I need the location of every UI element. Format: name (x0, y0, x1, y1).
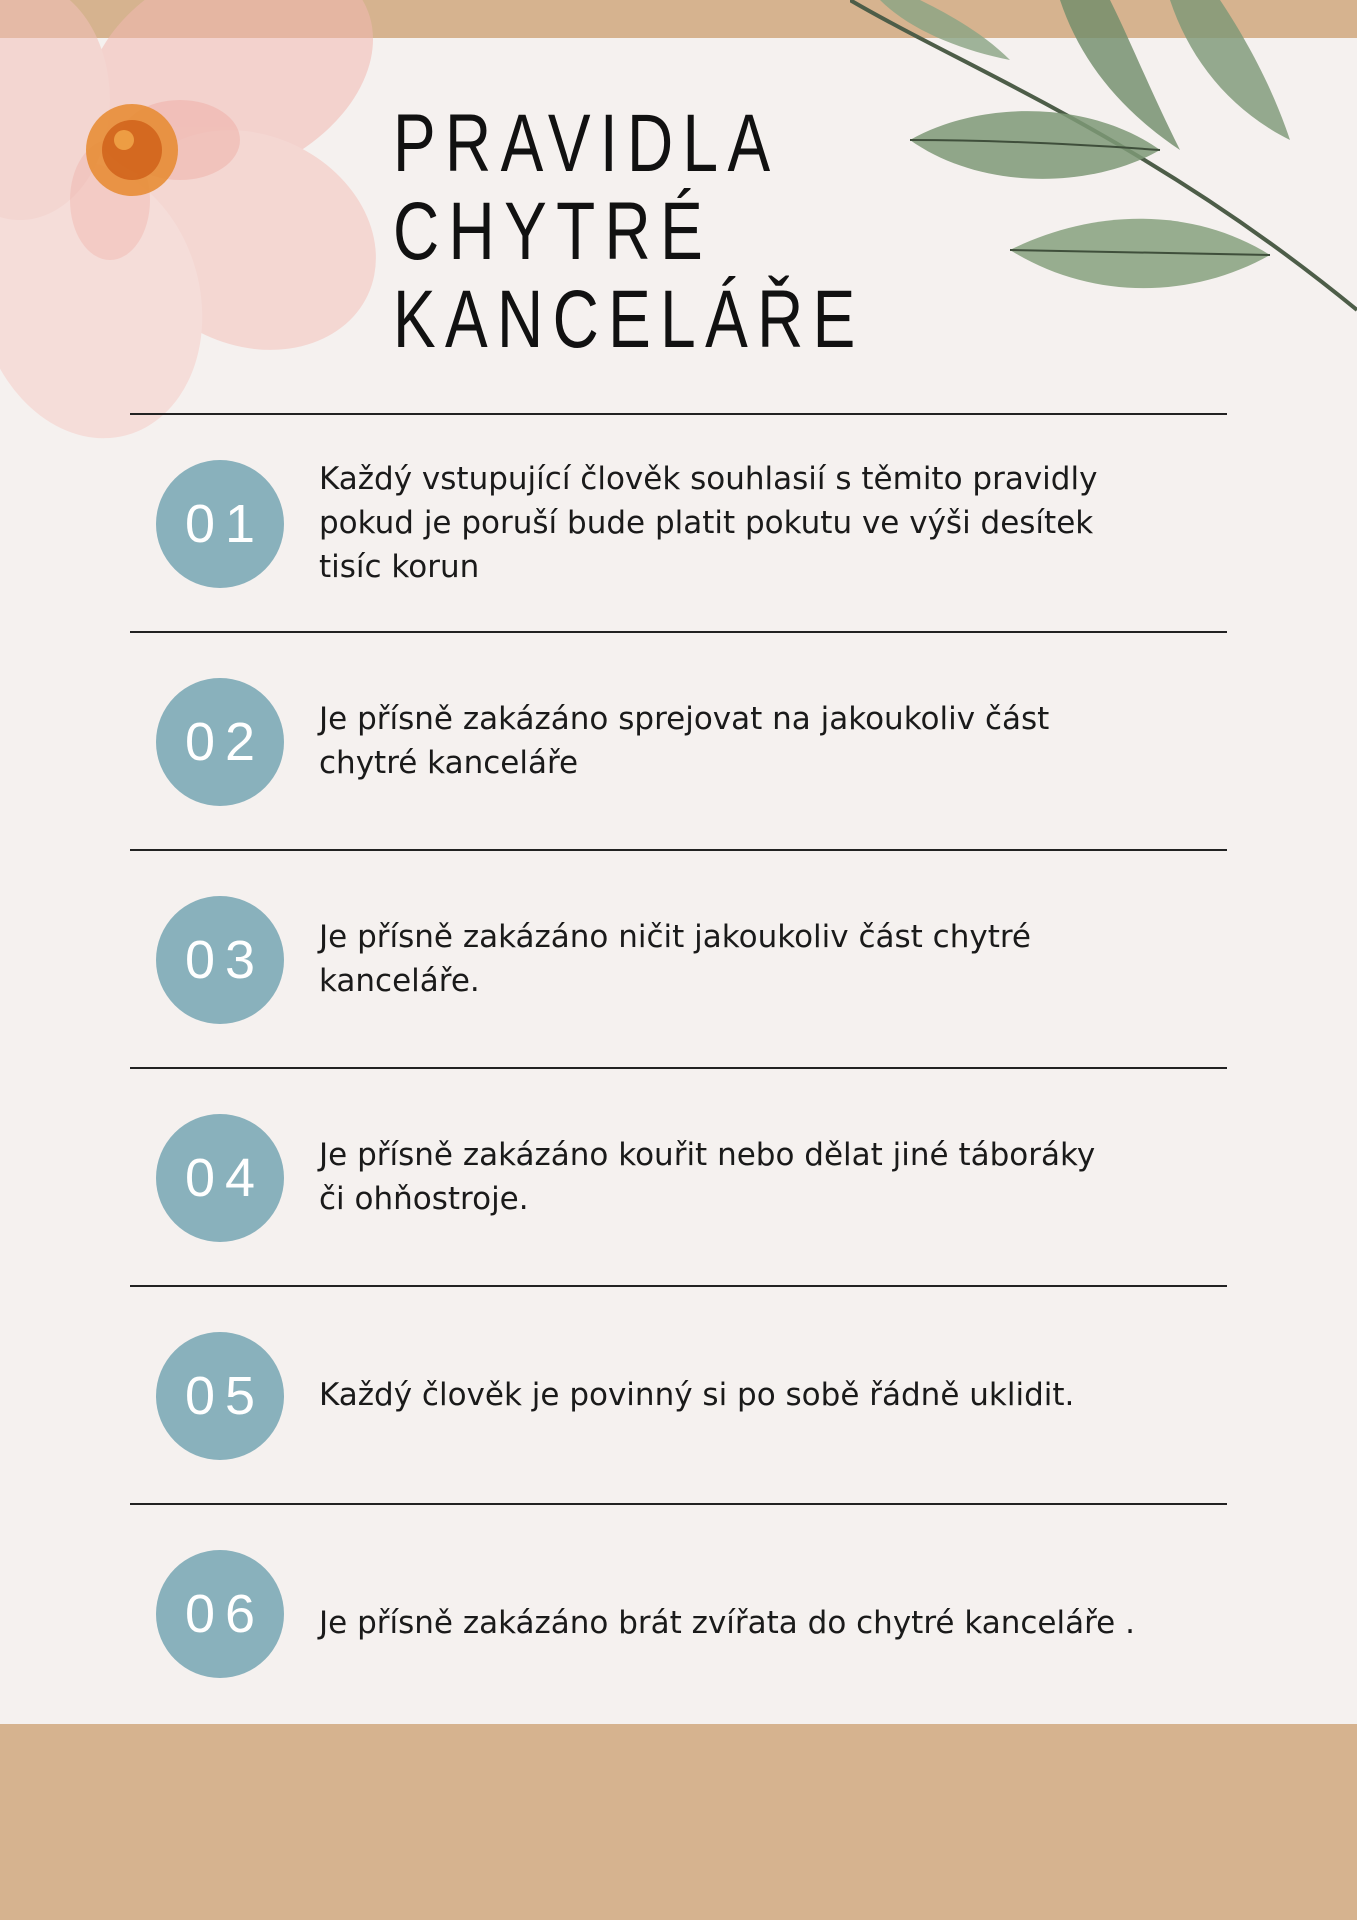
rule-item-04 (130, 1067, 1227, 1285)
rule-item-01 (130, 413, 1227, 631)
title-line: CHYTRÉ (393, 186, 713, 277)
rule-number-badge: 04 (156, 1114, 284, 1242)
rule-text: Je přísně zakázáno sprejovat na jakoukoliv část chytré kanceláře (319, 701, 1050, 781)
rule-text: Je přísně zakázáno ničit jakoukoliv část chytré kanceláře. (319, 919, 1032, 999)
bottom-band (0, 1724, 1357, 1920)
rule-number-badge: 03 (156, 896, 284, 1024)
rules-list (130, 413, 1227, 1721)
rule-text: Je přísně zakázáno kouřit nebo dělat jiné táboráky či ohňostroje. (319, 1137, 1096, 1217)
title-line: PRAVIDLA (393, 98, 780, 189)
rule-number-badge: 06 (156, 1550, 284, 1678)
rule-item-06 (130, 1503, 1227, 1721)
rule-item-03 (130, 849, 1227, 1067)
rule-text: Každý vstupující člověk souhlasií s těmito pravidly pokud je poruší bude platit pokutu ve výši desítek tisíc korun (319, 461, 1098, 585)
rule-number-badge: 01 (156, 460, 284, 588)
rule-item-02 (130, 631, 1227, 849)
title-line: KANCELÁŘE (393, 274, 865, 365)
rule-item-05 (130, 1285, 1227, 1503)
page-title (393, 100, 998, 364)
rule-text: Každý člověk je povinný si po sobě řádně uklidit. (319, 1377, 1075, 1413)
rule-number-badge: 02 (156, 678, 284, 806)
rule-number-badge: 05 (156, 1332, 284, 1460)
rule-text: Je přísně zakázáno brát zvířata do chytré kanceláře . (319, 1605, 1135, 1641)
